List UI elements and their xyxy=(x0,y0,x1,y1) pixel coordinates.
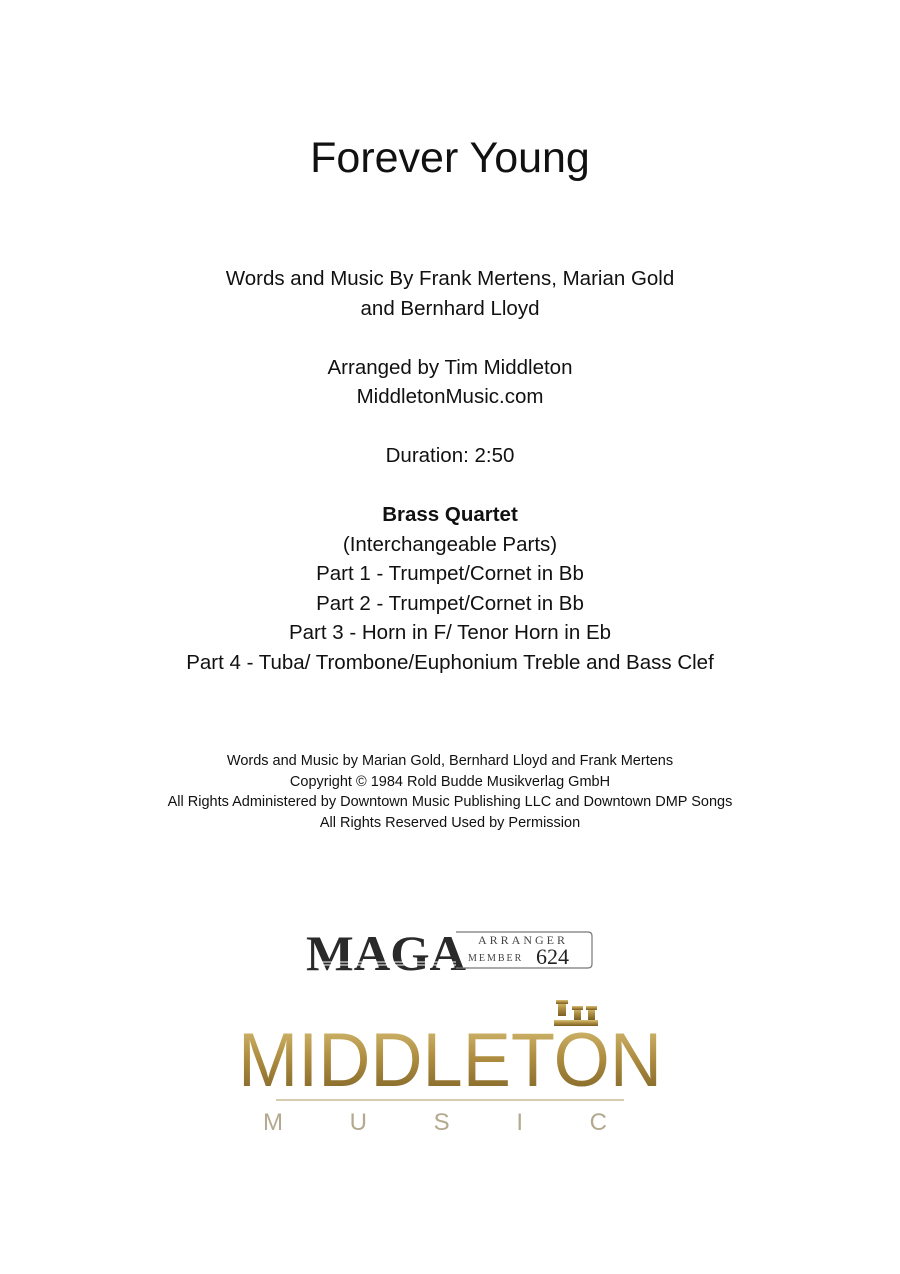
duration: Duration: 2:50 xyxy=(385,444,515,467)
part-3: Part 3 - Horn in F/ Tenor Horn in Eb xyxy=(288,621,612,644)
words-music-line-2: and Bernhard Lloyd xyxy=(360,296,540,320)
part-4: Part 4 - Tuba/ Trombone/Euphonium Treble and Bass Clef xyxy=(186,650,714,674)
credits-block xyxy=(0,264,900,677)
maga-wordmark: MAGA xyxy=(306,925,466,974)
middleton-wordmark: MIDDLETON xyxy=(238,1018,662,1103)
ensemble-heading: Brass Quartet xyxy=(382,503,518,526)
copyright-line-3: All Rights Administered by Downtown Music Publishing LLC and Downtown DMP Songs xyxy=(167,794,733,810)
maga-member-number: 624 xyxy=(536,944,569,969)
copyright-line-1: Words and Music by Marian Gold, Bernhard Lloyd and Frank Mertens xyxy=(226,753,674,769)
page-title: Forever Young xyxy=(310,134,590,182)
words-music-line-1: Words and Music By Frank Mertens, Marian Gold xyxy=(225,267,675,290)
website: MiddletonMusic.com xyxy=(356,385,544,408)
copyright-line-4: All Rights Reserved Used by Permission xyxy=(319,814,581,831)
copyright-line-2: Copyright © 1984 Rold Budde Musikverlag GmbH xyxy=(289,773,611,790)
copyright-notice xyxy=(0,751,900,833)
maga-logo xyxy=(306,924,596,974)
part-1: Part 1 - Trumpet/Cornet in Bb xyxy=(316,562,584,585)
maga-arranger-label: ARRANGER xyxy=(478,933,569,947)
middleton-music-logo xyxy=(234,998,666,1138)
middleton-subtitle: M U S I C xyxy=(262,1109,638,1136)
maga-member-label: MEMBER xyxy=(468,953,524,964)
interchangeable-note: (Interchangeable Parts) xyxy=(342,532,558,556)
part-2: Part 2 - Trumpet/Cornet in Bb xyxy=(316,591,584,615)
arranged-by: Arranged by Tim Middleton xyxy=(327,355,573,379)
